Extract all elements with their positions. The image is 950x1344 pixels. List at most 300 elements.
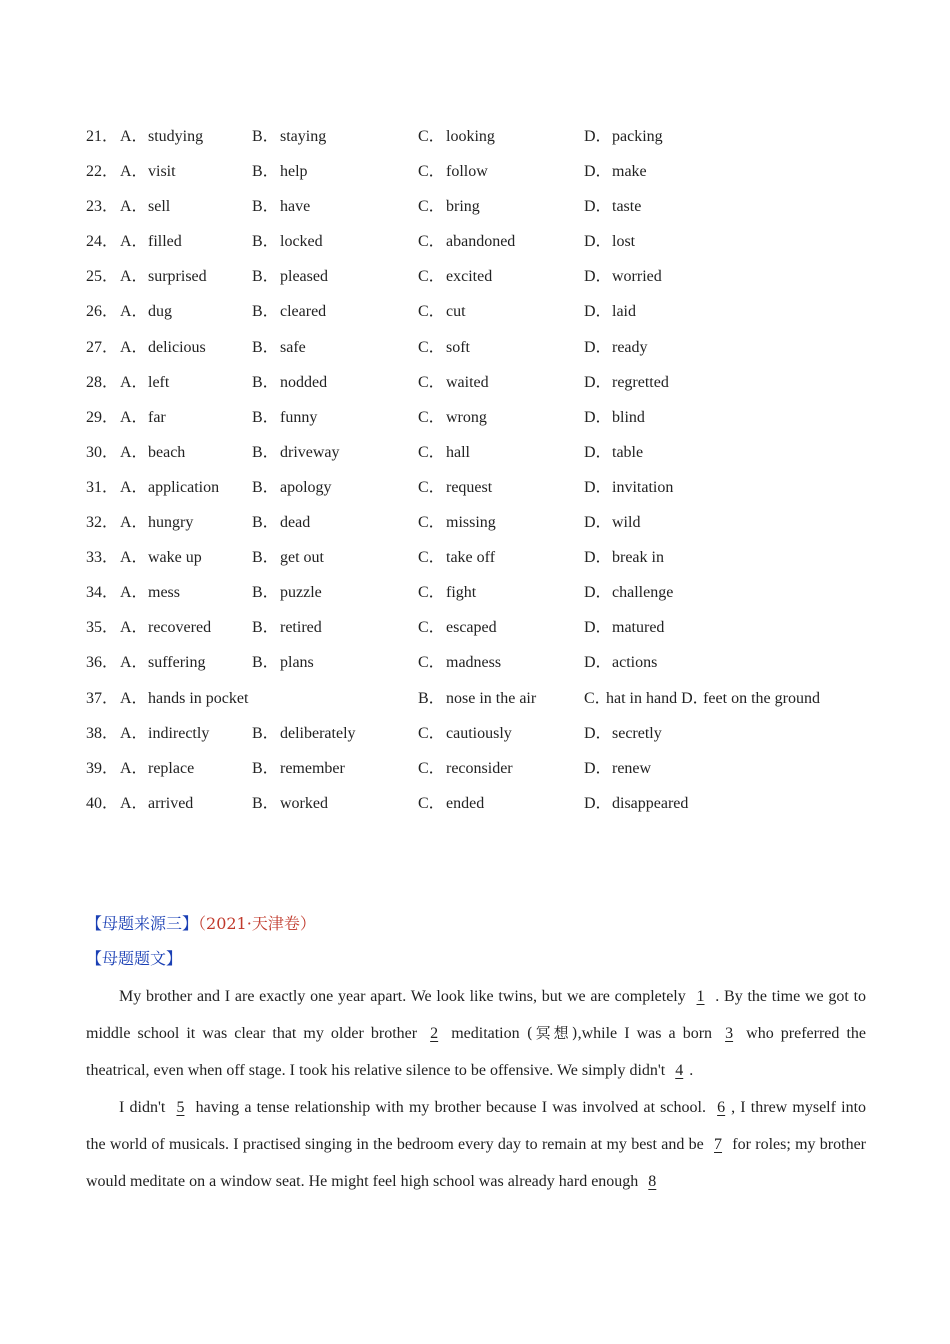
option-letter: C． — [418, 233, 445, 251]
option-text: disappeared — [612, 794, 689, 812]
option-letter: B． — [252, 373, 279, 391]
option-text: deliberately — [280, 724, 356, 742]
option-text: indirectly — [148, 724, 210, 742]
option-a — [120, 224, 182, 259]
text: having a tense relationship with my brother because I was involved at school. — [190, 1099, 712, 1116]
option-d — [584, 645, 657, 680]
option-a — [120, 505, 193, 540]
text: who preferred the theatrical, even when off stage. I took his relative silence to be offensive. We simply didn't — [86, 1025, 866, 1079]
option-d — [584, 400, 645, 435]
option-text: lost — [612, 233, 636, 251]
question-number: 28． — [86, 373, 119, 391]
text: for roles; my brother would meditate on a window seat. He might feel high school was already hard enough — [86, 1136, 866, 1190]
question-row — [86, 294, 886, 329]
option-text: plans — [280, 654, 314, 672]
option-d — [584, 575, 673, 610]
option-letter: C． — [418, 514, 445, 532]
question-row — [86, 786, 886, 821]
option-letter: D． — [584, 654, 612, 672]
option-letter: C． — [584, 689, 611, 707]
option-c — [418, 294, 466, 329]
option-a — [120, 610, 211, 645]
option-a — [120, 119, 203, 154]
option-c — [418, 470, 492, 505]
option-text: filled — [148, 233, 182, 251]
option-text: sell — [148, 198, 171, 216]
blank-2: 2 — [430, 1025, 439, 1042]
option-text: actions — [612, 654, 658, 672]
option-d — [584, 435, 643, 470]
option-letter: B． — [252, 724, 279, 742]
option-letter: D． — [584, 373, 612, 391]
option-letter: B． — [252, 338, 279, 356]
text: My brother and I are exactly one year apart. We look like twins, but we are completely — [119, 988, 691, 1005]
option-d — [584, 751, 651, 786]
option-letter: B． — [252, 619, 279, 637]
option-letter: D． — [584, 233, 612, 251]
option-a — [120, 400, 166, 435]
text: meditation — [444, 1025, 527, 1042]
option-letter: C． — [418, 408, 445, 426]
blank-7: 7 — [714, 1136, 723, 1153]
option-b — [252, 751, 345, 786]
option-letter: C． — [418, 794, 445, 812]
option-a — [120, 470, 219, 505]
question-number: 37． — [86, 689, 119, 707]
option-d — [584, 786, 688, 821]
option-text: challenge — [612, 584, 674, 602]
question-row — [86, 751, 886, 786]
option-text: visit — [148, 163, 176, 181]
option-letter: B． — [252, 268, 279, 286]
option-text: beach — [148, 443, 186, 461]
option-letter: B． — [252, 654, 279, 672]
option-text: arrived — [148, 794, 194, 812]
option-text: secretly — [612, 724, 662, 742]
option-text: surprised — [148, 268, 207, 286]
passage-heading: 【母题题文】 — [86, 949, 183, 968]
option-d — [584, 470, 673, 505]
option-text: have — [280, 198, 311, 216]
option-letter: B． — [252, 584, 279, 602]
option-text: invitation — [612, 478, 674, 496]
option-letter: A． — [120, 443, 148, 461]
option-text: studying — [148, 128, 204, 145]
option-text: remember — [280, 759, 345, 777]
option-text: hall — [446, 443, 470, 461]
option-text: hat in hand — [606, 689, 678, 707]
option-text: nodded — [280, 373, 328, 391]
option-a — [120, 681, 248, 716]
question-row — [86, 681, 886, 716]
option-letter: D． — [584, 268, 612, 286]
option-text: application — [148, 478, 220, 496]
option-text: regretted — [612, 373, 669, 391]
option-letter: D． — [584, 198, 612, 216]
option-text: table — [612, 443, 644, 461]
option-b — [252, 330, 306, 365]
option-text: hungry — [148, 514, 194, 532]
option-text: get out — [280, 549, 324, 567]
option-letter: B． — [252, 549, 279, 567]
option-letter: A． — [120, 233, 148, 251]
option-letter: B． — [252, 128, 279, 145]
option-letter: B． — [252, 303, 279, 321]
option-letter: A． — [120, 759, 148, 777]
option-text: locked — [280, 233, 323, 251]
question-row — [86, 610, 886, 645]
option-text: taste — [612, 198, 642, 216]
option-text: reconsider — [446, 759, 513, 777]
option-letter: A． — [120, 198, 148, 216]
option-letter: B． — [252, 163, 279, 181]
option-c — [418, 645, 501, 680]
text: , I threw myself into the world of musicals. I practised singing in the bedroom every day to remain at my best and be — [86, 1099, 867, 1153]
passage — [86, 978, 866, 1200]
option-a — [120, 645, 205, 680]
question-number: 27． — [86, 338, 119, 356]
option-text: waited — [446, 373, 489, 391]
option-a — [120, 786, 193, 821]
option-a — [120, 365, 169, 400]
option-b — [252, 435, 340, 470]
option-letter: A． — [120, 689, 148, 707]
text: . — [689, 1062, 694, 1079]
option-letter: A． — [120, 478, 148, 496]
option-text: far — [148, 408, 166, 426]
option-b — [252, 786, 328, 821]
option-c — [418, 435, 470, 470]
option-letter: D． — [584, 408, 612, 426]
question-row — [86, 119, 886, 154]
option-text: bring — [446, 198, 480, 216]
source-label: 【母题来源三】 — [86, 914, 199, 933]
option-b — [252, 259, 328, 294]
option-text: ended — [446, 794, 485, 812]
question-number: 22． — [86, 163, 119, 181]
blank-8: 8 — [648, 1173, 657, 1190]
option-text: funny — [280, 408, 318, 426]
question-row — [86, 435, 886, 470]
option-a — [120, 751, 194, 786]
option-b — [252, 540, 324, 575]
option-letter: C． — [418, 303, 445, 321]
option-b — [252, 610, 322, 645]
option-d — [584, 119, 663, 154]
blank-4: 4 — [675, 1062, 684, 1079]
chinese-gloss: (冥想) — [526, 1024, 578, 1042]
option-c — [418, 224, 515, 259]
option-letter: D． — [584, 584, 612, 602]
option-c — [418, 786, 484, 821]
option-letter: B． — [252, 198, 279, 216]
option-c — [418, 154, 488, 189]
option-d — [584, 505, 640, 540]
option-text: escaped — [446, 619, 497, 637]
option-d — [584, 540, 664, 575]
option-d — [681, 690, 820, 707]
source-line — [86, 912, 316, 936]
option-letter: B． — [252, 408, 279, 426]
blank-3: 3 — [725, 1025, 734, 1042]
option-text: replace — [148, 759, 195, 777]
option-a — [120, 294, 172, 329]
question-row — [86, 365, 886, 400]
option-letter: D． — [584, 759, 612, 777]
question-number: 23． — [86, 198, 119, 216]
question-row — [86, 505, 886, 540]
option-text: wrong — [446, 408, 487, 426]
option-letter: A． — [120, 619, 148, 637]
option-text: wild — [612, 514, 641, 532]
text: I didn't — [119, 1099, 171, 1116]
option-d — [584, 610, 664, 645]
option-letter: C． — [418, 338, 445, 356]
option-letter: D． — [584, 163, 612, 181]
option-b — [252, 645, 314, 680]
question-number: 25． — [86, 268, 119, 286]
option-text: recovered — [148, 619, 212, 637]
question-row — [86, 716, 886, 751]
question-number: 30． — [86, 443, 119, 461]
option-text: laid — [612, 303, 636, 321]
option-text: blind — [612, 408, 645, 426]
option-d — [584, 294, 636, 329]
option-b — [252, 716, 356, 751]
option-letter: D． — [584, 794, 612, 812]
option-letter: B． — [418, 689, 445, 707]
option-a — [120, 575, 180, 610]
option-letter: C． — [418, 128, 445, 145]
option-letter: C． — [418, 443, 445, 461]
option-letter: D． — [584, 338, 612, 356]
option-letter: A． — [120, 654, 148, 672]
option-letter: D． — [584, 478, 612, 496]
option-text: request — [446, 478, 493, 496]
option-text: renew — [612, 759, 652, 777]
option-d — [584, 224, 635, 259]
option-letter: A． — [120, 163, 148, 181]
option-text: missing — [446, 514, 496, 532]
option-text: excited — [446, 268, 493, 286]
option-letter: A． — [120, 408, 148, 426]
option-text: staying — [280, 128, 327, 145]
option-letter: B． — [252, 233, 279, 251]
option-text: soft — [446, 338, 470, 356]
paragraph-2 — [86, 1089, 866, 1200]
option-letter: A． — [120, 338, 148, 356]
option-text: cleared — [280, 303, 327, 321]
question-row — [86, 575, 886, 610]
option-d — [584, 154, 647, 189]
option-text: left — [148, 373, 170, 391]
question-list — [86, 119, 886, 821]
option-c — [418, 259, 492, 294]
option-a — [120, 330, 206, 365]
option-letter: D． — [584, 303, 612, 321]
option-text: apology — [280, 478, 332, 496]
option-text: dug — [148, 303, 172, 321]
option-letter: A． — [120, 268, 148, 286]
question-row — [86, 330, 886, 365]
option-b — [252, 224, 323, 259]
option-letter: C． — [418, 478, 445, 496]
option-a — [120, 189, 170, 224]
blank-1: 1 — [696, 988, 705, 1005]
option-text: driveway — [280, 443, 340, 461]
option-d — [584, 259, 662, 294]
option-b — [252, 189, 310, 224]
blank-5: 5 — [176, 1099, 185, 1116]
option-b — [252, 294, 326, 329]
option-letter: C． — [418, 724, 445, 742]
option-c — [418, 400, 487, 435]
blank-6: 6 — [717, 1099, 726, 1116]
option-text: cautiously — [446, 724, 512, 742]
option-c — [418, 330, 470, 365]
option-a — [120, 435, 185, 470]
source-year: （2021·天津卷） — [198, 914, 316, 933]
option-text: madness — [446, 654, 502, 672]
option-c — [418, 189, 480, 224]
option-letter: C． — [418, 759, 445, 777]
option-b — [252, 154, 308, 189]
option-letter: C． — [418, 549, 445, 567]
option-d — [584, 365, 669, 400]
option-c — [584, 690, 677, 707]
option-letter: A． — [120, 128, 148, 145]
question-row — [86, 224, 886, 259]
question-number: 33． — [86, 549, 119, 567]
option-letter: A． — [120, 794, 148, 812]
question-number: 39． — [86, 759, 119, 777]
option-text: cut — [446, 303, 466, 321]
option-text: feet on the ground — [703, 689, 820, 707]
option-letter: B． — [252, 794, 279, 812]
option-text: abandoned — [446, 233, 516, 251]
option-letter: A． — [120, 373, 148, 391]
option-text: pleased — [280, 268, 328, 286]
option-text: worried — [612, 268, 662, 286]
option-letter: B． — [252, 514, 279, 532]
option-letter: B． — [252, 478, 279, 496]
option-text: safe — [280, 338, 306, 356]
option-letter: C． — [418, 654, 445, 672]
option-b — [252, 470, 332, 505]
question-number: 21． — [86, 128, 119, 145]
paragraph-1 — [86, 978, 866, 1089]
option-letter: C． — [418, 268, 445, 286]
option-text: wake up — [148, 549, 202, 567]
question-number: 29． — [86, 408, 119, 426]
option-b — [252, 505, 310, 540]
option-text: make — [612, 163, 647, 181]
option-b — [252, 400, 317, 435]
question-number: 34． — [86, 584, 119, 602]
option-letter: D． — [584, 619, 612, 637]
option-b — [418, 681, 536, 716]
option-text: take off — [446, 549, 496, 567]
option-text: puzzle — [280, 584, 322, 602]
option-letter: D． — [584, 514, 612, 532]
option-letter: C． — [418, 198, 445, 216]
option-letter: C． — [418, 619, 445, 637]
option-c — [418, 751, 513, 786]
option-text: nose in the air — [446, 689, 537, 707]
option-text: delicious — [148, 338, 206, 356]
option-text: follow — [446, 163, 488, 181]
option-letter: A． — [120, 303, 148, 321]
option-c — [418, 716, 512, 751]
option-b — [252, 365, 327, 400]
option-letter: A． — [120, 549, 148, 567]
option-letter: D． — [681, 689, 709, 707]
option-text: worked — [280, 794, 328, 812]
question-number: 26． — [86, 303, 119, 321]
option-d — [584, 330, 648, 365]
option-letter: A． — [120, 724, 148, 742]
option-letter: D． — [584, 724, 612, 742]
option-text: fight — [446, 584, 477, 602]
option-letter: A． — [120, 514, 148, 532]
option-c — [418, 575, 476, 610]
option-c — [418, 365, 489, 400]
question-row — [86, 540, 886, 575]
option-text: break in — [612, 549, 664, 567]
option-text: help — [280, 163, 308, 181]
option-letter: A． — [120, 584, 148, 602]
option-text: dead — [280, 514, 311, 532]
question-row — [86, 400, 886, 435]
question-row — [86, 154, 886, 189]
option-a — [120, 154, 176, 189]
options-cd — [584, 681, 820, 716]
text: . By the time we got to middle school it was clear that my older brother — [86, 988, 867, 1042]
question-row — [86, 645, 886, 680]
option-a — [120, 540, 202, 575]
option-text: looking — [446, 128, 495, 145]
question-number: 38． — [86, 724, 119, 742]
option-c — [418, 505, 496, 540]
question-number: 32． — [86, 514, 119, 532]
option-letter: C． — [418, 373, 445, 391]
option-a — [120, 716, 209, 751]
question-row — [86, 470, 886, 505]
option-text: suffering — [148, 654, 206, 672]
option-text: packing — [612, 128, 663, 145]
question-row — [86, 189, 886, 224]
option-text: ready — [612, 338, 648, 356]
option-text: hands in pocket — [148, 689, 249, 707]
option-text: matured — [612, 619, 665, 637]
option-c — [418, 540, 495, 575]
option-letter: D． — [584, 128, 612, 145]
question-number: 31． — [86, 478, 119, 496]
question-row — [86, 259, 886, 294]
option-b — [252, 575, 322, 610]
option-a — [120, 259, 207, 294]
option-c — [418, 119, 495, 154]
text: ,while I was a born — [577, 1025, 720, 1042]
option-letter: C． — [418, 584, 445, 602]
question-number: 36． — [86, 654, 119, 672]
question-number: 35． — [86, 619, 119, 637]
option-text: retired — [280, 619, 322, 637]
option-b — [252, 119, 326, 154]
option-letter: C． — [418, 163, 445, 181]
option-d — [584, 716, 662, 751]
option-d — [584, 189, 641, 224]
